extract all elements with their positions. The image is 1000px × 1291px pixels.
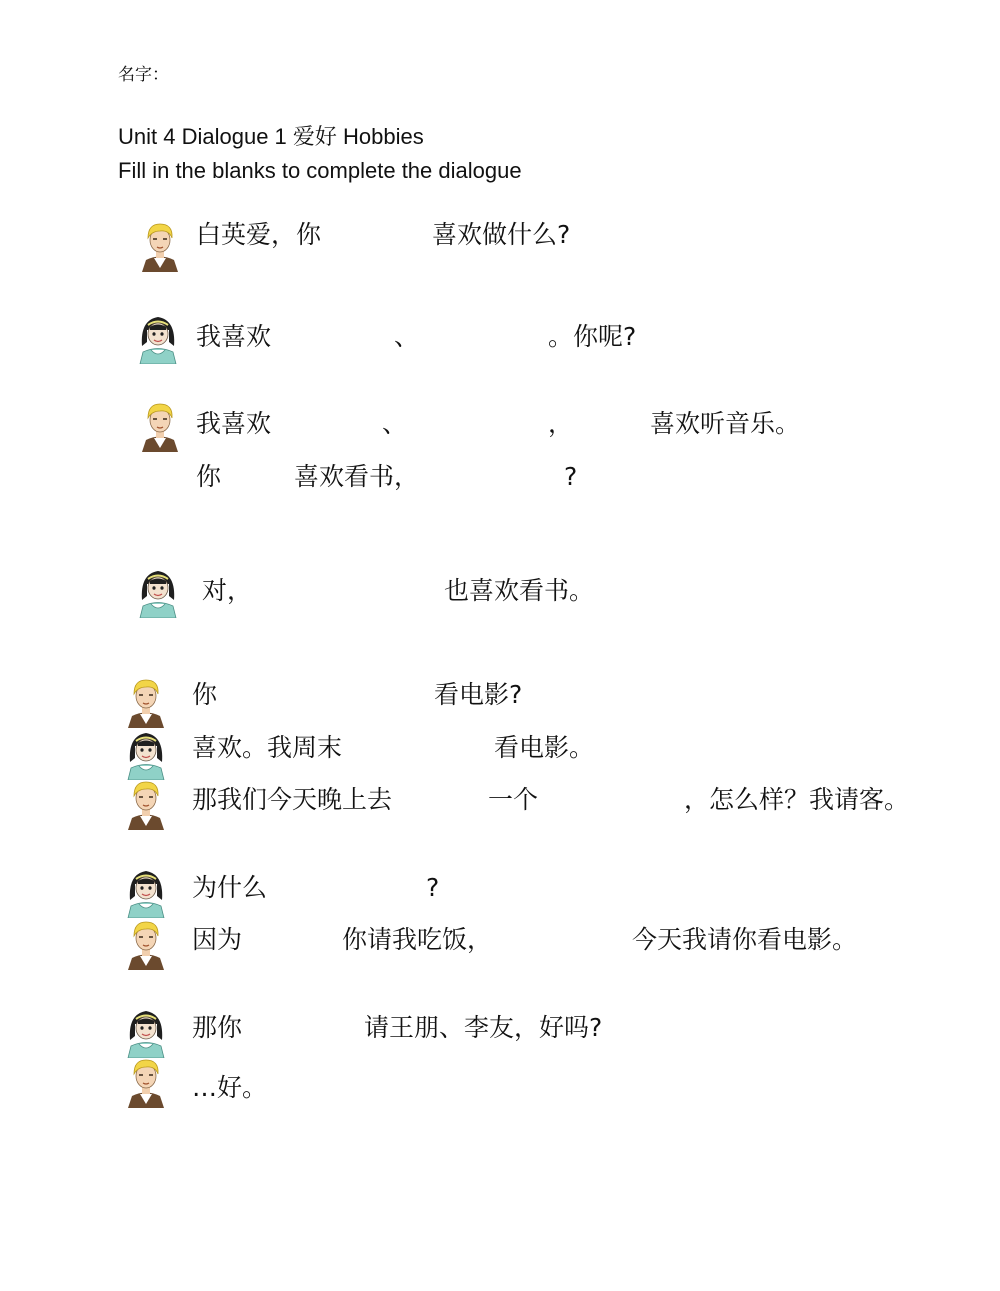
dialogue-l8-c: ，怎么样？我请客。	[684, 785, 910, 814]
dialogue-l10-c: 今天我请你看电影。	[632, 925, 858, 954]
dialogue-l6-a: 你	[192, 680, 218, 709]
blonde-speaker-icon	[124, 1056, 168, 1108]
dialogue-l12-a: …好。	[192, 1073, 268, 1102]
dialogue-l4-c: ?	[564, 462, 578, 491]
dialogue-l8-b: 一个	[488, 785, 539, 814]
dialogue-l3-c: ，	[548, 409, 574, 438]
dialogue-l10-b: 你请我吃饭，	[342, 925, 493, 954]
worksheet-title	[118, 120, 522, 188]
name-label: 名字：	[118, 65, 169, 85]
blonde-speaker-icon	[138, 400, 182, 452]
dialogue-l1-b: 喜欢做什么?	[432, 220, 571, 249]
dialogue-l3-d: 喜欢听音乐。	[650, 409, 801, 438]
dialogue-l9-a: 为什么	[192, 873, 268, 902]
dialogue-l4-b: 喜欢看书，	[294, 462, 420, 491]
blonde-speaker-icon	[124, 918, 168, 970]
dialogue-l7-a: 喜欢。我周末	[192, 733, 343, 762]
dialogue-l3-a: 我喜欢	[196, 409, 272, 438]
dialogue-l2-b: 、	[394, 322, 420, 351]
dark-haired-speaker-icon	[136, 566, 180, 618]
blonde-speaker-icon	[138, 220, 182, 272]
dark-haired-speaker-icon	[124, 1006, 168, 1058]
dark-haired-speaker-icon	[124, 728, 168, 780]
dialogue-l5-a: 对，	[202, 576, 253, 605]
dialogue-l5-b: 也喜欢看书。	[444, 576, 595, 605]
dialogue-l9-b: ?	[426, 873, 440, 902]
title-line-1: Unit 4 Dialogue 1 爱好 Hobbies	[118, 124, 424, 149]
dialogue-l2-c: 。你呢?	[548, 322, 637, 351]
dialogue-l7-b: 看电影。	[494, 733, 595, 762]
dialogue-l2-a: 我喜欢	[196, 322, 272, 351]
title-line-2: Fill in the blanks to complete the dialogue	[118, 158, 522, 183]
dialogue-l8-a: 那我们今天晚上去	[192, 785, 393, 814]
dark-haired-speaker-icon	[124, 866, 168, 918]
dialogue-l4-a: 你	[196, 462, 222, 491]
dialogue-l10-a: 因为	[192, 925, 243, 954]
dialogue-l11-a: 那你	[192, 1013, 243, 1042]
dialogue-l3-b: 、	[382, 409, 408, 438]
dialogue-l6-b: 看电影?	[434, 680, 523, 709]
blonde-speaker-icon	[124, 676, 168, 728]
blonde-speaker-icon	[124, 778, 168, 830]
dialogue-l11-b: 请王朋、李友，好吗?	[364, 1013, 603, 1042]
dark-haired-speaker-icon	[136, 312, 180, 364]
dialogue-l1-a: 白英爱，你	[196, 220, 322, 249]
